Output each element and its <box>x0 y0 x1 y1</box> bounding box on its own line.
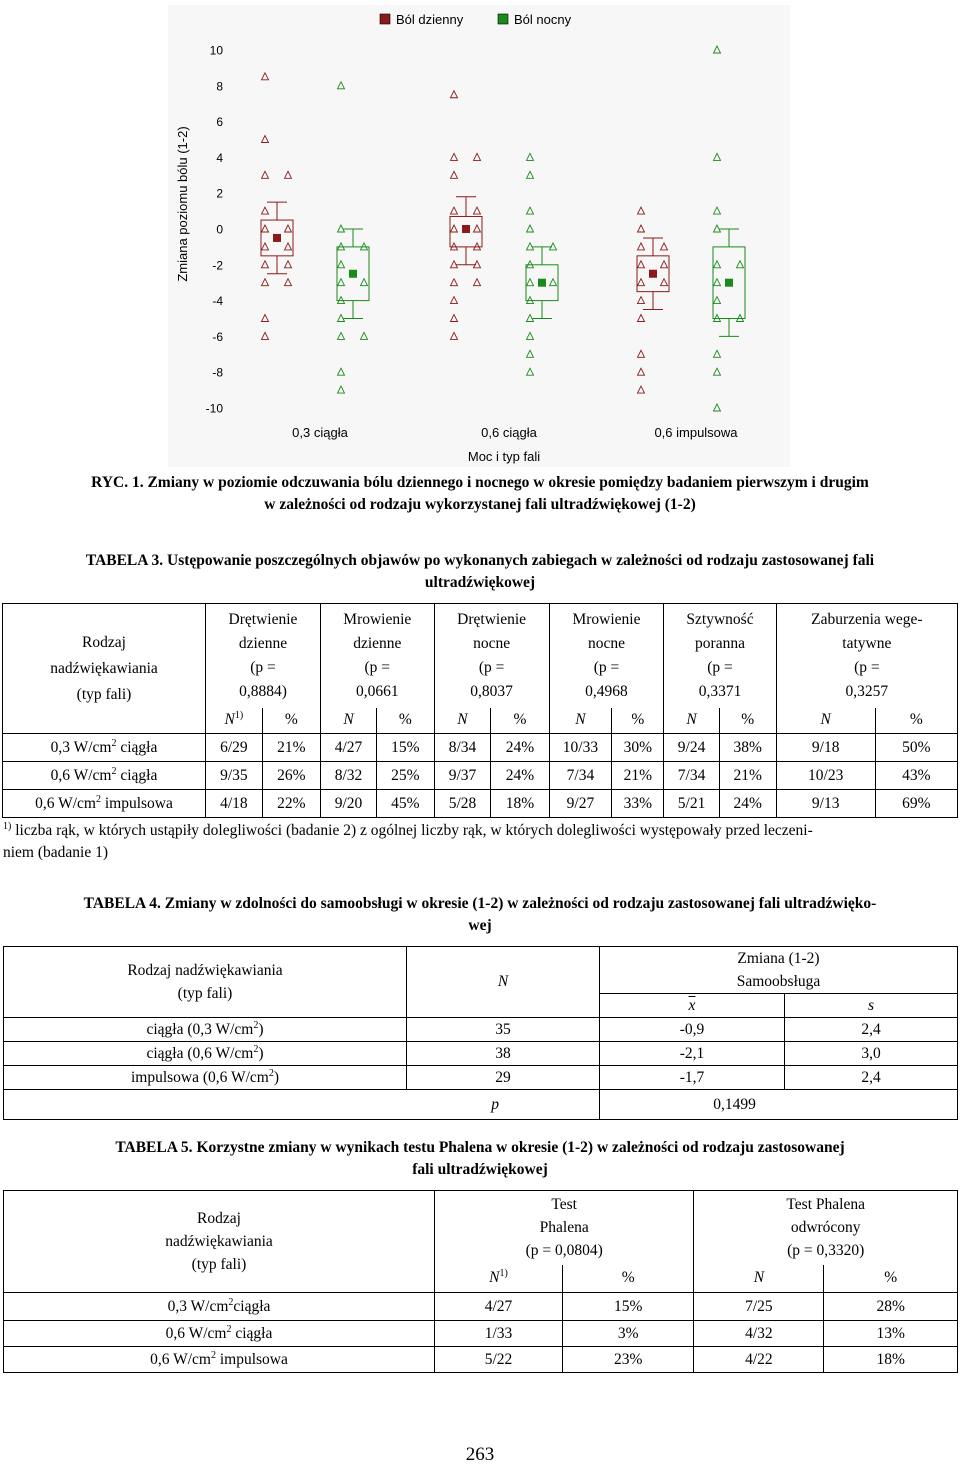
x-axis-label: Moc i typ fali <box>467 449 541 464</box>
y-tick-label: -2 <box>212 258 223 273</box>
figure-caption <box>0 472 960 516</box>
data-point <box>285 243 292 250</box>
mean-marker <box>273 234 281 242</box>
table-row: impulsowa (0,6 $W/cm^2$) 29 -1,7 2,4 <box>4 1066 958 1090</box>
data-point <box>262 171 269 178</box>
table5-header-type: Rodzaj nadźwiękawiania (typ fali) <box>4 1191 435 1293</box>
data-point <box>285 225 292 232</box>
y-tick-label: 0 <box>216 222 223 237</box>
data-point <box>474 225 481 232</box>
data-point <box>714 46 721 53</box>
y-tick-label: 8 <box>216 79 223 94</box>
table3-group-6: Zaburzenia wege- tatywne (p = 0,3257 <box>776 604 957 708</box>
data-point <box>638 350 645 357</box>
table3-title <box>0 550 960 594</box>
mean-marker <box>725 279 733 287</box>
y-axis-label: Zmiana poziomu bólu (1-2) <box>175 126 190 282</box>
table3-group-4: Mrowienie nocne (p = 0,4968 <box>549 604 664 708</box>
legend-swatch <box>380 14 390 24</box>
data-point <box>262 332 269 339</box>
table3-label: TABELA 3. <box>85 552 164 569</box>
table3 <box>2 603 958 818</box>
table3-group-3: Drętwienie nocne (p = 0,8037 <box>434 604 549 708</box>
data-point <box>527 368 534 375</box>
data-point <box>451 91 458 98</box>
data-point <box>638 368 645 375</box>
page-number: 263 <box>465 1444 495 1465</box>
table3-group-5: Sztywność poranna (p = 0,3371 <box>664 604 776 708</box>
data-point <box>262 136 269 143</box>
table-row: 0,6 $W/cm^2$ ciągła 9/35 26% 8/32 25% 9/37 24% 7/34 21% 7/34 21% 10/23 43% <box>3 762 958 790</box>
legend-label: Ból nocny <box>514 12 572 27</box>
data-point <box>714 350 721 357</box>
table5-title: TABELA 5. Korzystne zmiany w wynikach testu Phalena w okresie (1-2) w zależności od rodzaju zastosowanej fali ultradźwiękowej <box>115 1139 845 1178</box>
data-point <box>451 153 458 160</box>
data-point <box>338 368 345 375</box>
data-point <box>714 279 721 286</box>
data-point <box>527 207 534 214</box>
table-row: 0,6 $W/cm^2$ impulsowa 4/18 22% 9/20 45% 5/28 18% 9/27 33% 5/21 24% 9/13 69% <box>3 790 958 818</box>
figure-panel <box>168 5 790 467</box>
table5-subheader: $N^{1)}$ % N % <box>4 1265 958 1293</box>
y-tick-label: -8 <box>212 365 223 380</box>
data-point <box>451 171 458 178</box>
data-point <box>714 207 721 214</box>
table5-group-1: Test Phalena (p = 0,0804) <box>435 1191 694 1265</box>
legend-label: Ból dzienny <box>396 12 464 27</box>
data-point <box>262 225 269 232</box>
table4-header-zmiana: Zmiana (1-2) Samoobsługa <box>600 947 958 994</box>
data-point <box>451 315 458 322</box>
mean-marker <box>349 270 357 278</box>
data-point <box>451 332 458 339</box>
data-point <box>550 279 557 286</box>
data-point <box>262 279 269 286</box>
data-point <box>527 225 534 232</box>
table4-p-row: p 0,1499 <box>4 1090 958 1120</box>
y-tick-label: 6 <box>216 115 223 130</box>
data-point <box>714 404 721 411</box>
data-point <box>714 368 721 375</box>
data-point <box>527 279 534 286</box>
x-tick-label: 0,3 ciągła <box>292 425 348 440</box>
data-point <box>661 243 668 250</box>
table-row: 0,3 $W/cm^2$ ciągła 6/29 21% 4/27 15% 8/34 24% 10/33 30% 9/24 38% 9/18 50% <box>3 734 958 762</box>
y-tick-label: 10 <box>209 43 223 58</box>
y-tick-label: -6 <box>212 329 223 344</box>
table4-title: TABELA 4. Zmiany w zdolności do samoobsługi w okresie (1-2) w zależności od rodzaju zastosowanej fali ultradźwięko- wej <box>83 895 877 934</box>
table4-header-n: N <box>407 947 600 1018</box>
data-point <box>638 225 645 232</box>
data-point <box>451 207 458 214</box>
y-tick-label: -10 <box>205 401 223 416</box>
data-point <box>338 243 345 250</box>
data-point <box>714 261 721 268</box>
data-point <box>661 261 668 268</box>
data-point <box>451 279 458 286</box>
mean-marker <box>462 225 470 233</box>
table4 <box>3 946 958 1120</box>
data-point <box>361 279 368 286</box>
box-plot-chart <box>168 5 790 467</box>
figure-caption-label: RYC. 1. <box>91 474 144 491</box>
data-point <box>527 350 534 357</box>
table4-header-sd: s <box>785 994 958 1018</box>
data-point <box>262 261 269 268</box>
data-point <box>338 261 345 268</box>
table3-title-line1: Ustępowanie poszczególnych objawów po wykonanych zabiegach w zależności od rodzaju zastosowanej fali <box>167 552 875 569</box>
data-point <box>527 332 534 339</box>
data-point <box>338 82 345 89</box>
table3-subheader: $N^{1)}$ % N % N % N % N % N % <box>3 708 958 734</box>
data-point <box>285 261 292 268</box>
legend-swatch <box>498 14 508 24</box>
data-point <box>451 297 458 304</box>
data-point <box>338 279 345 286</box>
table5 <box>3 1190 958 1373</box>
table-row: 0,3 $W/cm^2ciągła$ 4/27 15% 7/25 28% <box>4 1293 958 1321</box>
data-point <box>714 297 721 304</box>
data-point <box>474 153 481 160</box>
data-point <box>338 386 345 393</box>
table-row: 0,6 $W/cm^2$ impulsowa 5/22 23% 4/22 18% <box>4 1347 958 1373</box>
mean-marker <box>538 279 546 287</box>
table4-header-type: Rodzaj nadźwiękawiania (typ fali) <box>4 947 407 1018</box>
table-row: ciągła (0,3 $W/cm^2$) 35 -0,9 2,4 <box>4 1018 958 1042</box>
y-tick-label: 4 <box>216 150 223 165</box>
data-point <box>527 171 534 178</box>
table5-group-2: Test Phalena odwrócony (p = 0,3320) <box>694 1191 958 1265</box>
data-point <box>638 315 645 322</box>
data-point <box>262 243 269 250</box>
mean-marker <box>649 270 657 278</box>
data-point <box>638 243 645 250</box>
table3-group-1: Drętwienie dzienne (p = 0,8884) <box>206 604 321 708</box>
data-point <box>285 171 292 178</box>
data-point <box>661 279 668 286</box>
data-point <box>714 153 721 160</box>
table3-header-type: Rodzaj nadźwiękawiania (typ fali) <box>3 604 206 734</box>
data-point <box>338 332 345 339</box>
x-tick-label: 0,6 impulsowa <box>654 425 738 440</box>
figure-caption-text: Zmiany w poziomie odczuwania bólu dziennego i nocnego w okresie pomiędzy badaniem pierwszym i drugim <box>147 474 869 491</box>
data-point <box>527 153 534 160</box>
data-point <box>737 261 744 268</box>
data-point <box>361 243 368 250</box>
table-row: 0,6 $W/cm^2$ ciągła 1/33 3% 4/32 13% <box>4 1321 958 1347</box>
data-point <box>451 225 458 232</box>
x-tick-label: 0,6 ciągła <box>481 425 537 440</box>
y-tick-label: -4 <box>212 294 223 309</box>
data-point <box>262 315 269 322</box>
data-point <box>285 279 292 286</box>
table3-footnote: $^{1)}$ liczba rąk, w których ustąpiły dolegliwości (badanie 2) z ogólnej liczby rąk, w których dolegliwości występowały przed leczeni- niem (badanie 1) <box>3 820 813 861</box>
data-point <box>638 297 645 304</box>
data-point <box>638 261 645 268</box>
data-point <box>451 243 458 250</box>
data-point <box>638 207 645 214</box>
table3-group-2: Mrowienie dzienne (p = 0,0661 <box>320 604 434 708</box>
table4-header-mean: $\overline{x}$ <box>600 994 785 1018</box>
data-point <box>638 386 645 393</box>
data-point <box>474 243 481 250</box>
data-point <box>262 207 269 214</box>
data-point <box>474 279 481 286</box>
data-point <box>638 279 645 286</box>
table-row: ciągła (0,6 $W/cm^2$) 38 -2,1 3,0 <box>4 1042 958 1066</box>
table3-title-line2: ultradźwiękowej <box>424 574 536 591</box>
data-point <box>361 332 368 339</box>
data-point <box>262 73 269 80</box>
figure-caption-line2: w zależności od rodzaju wykorzystanej fali ultradźwiękowej (1-2) <box>264 496 696 513</box>
data-point <box>474 207 481 214</box>
y-tick-label: 2 <box>216 186 223 201</box>
